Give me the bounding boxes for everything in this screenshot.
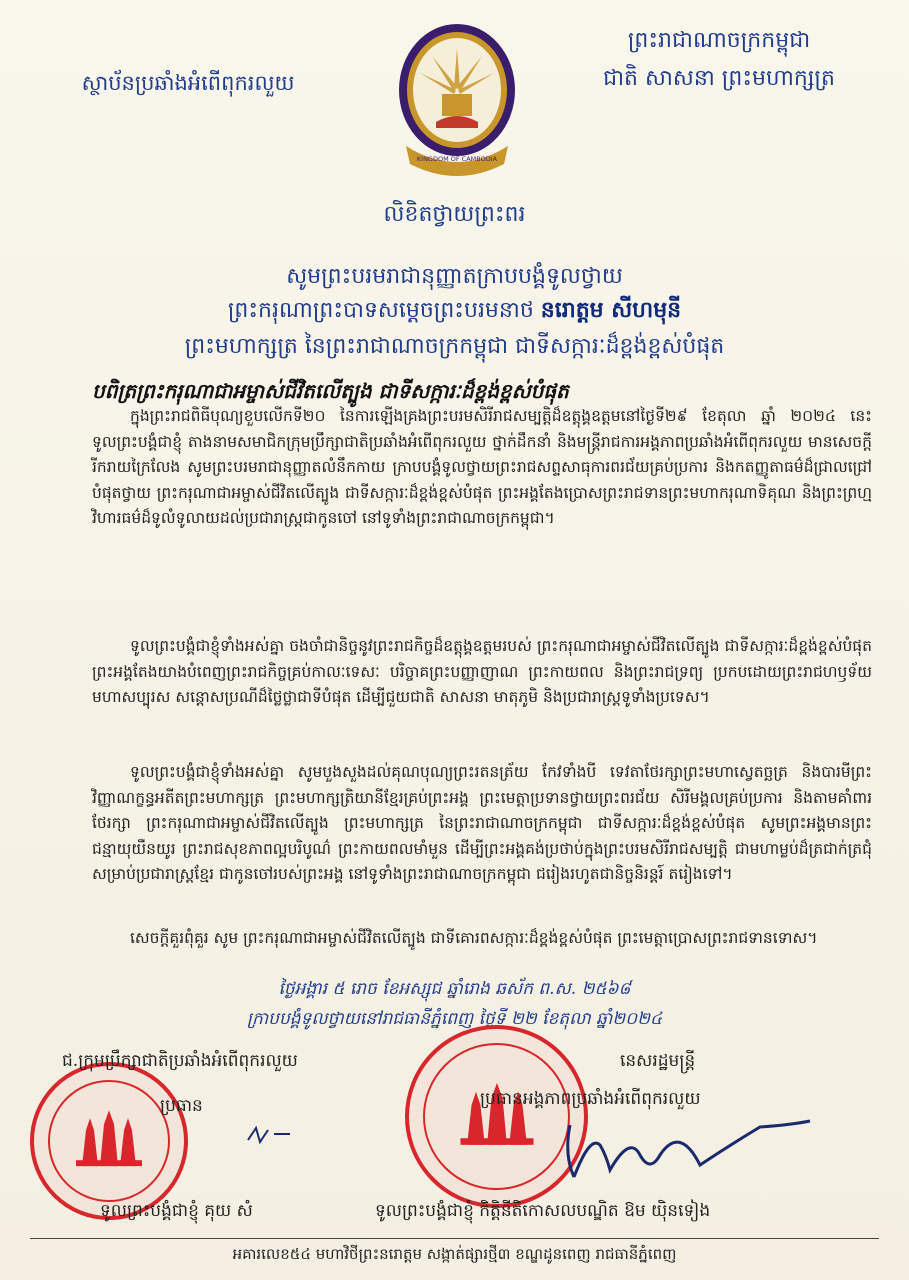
title-line-2: [0, 296, 909, 328]
kingdom-line-1: ព្រះរាជាណាចក្រកម្ពុជា: [627, 28, 811, 53]
king-name: នរោត្តម សីហមុនី: [540, 297, 682, 323]
solar-date: ក្រាបបង្គំទូលថ្វាយនៅរាជធានីភ្នំពេញ ថ្ងៃទី ២២ ខែតុលា ឆ្នាំ២០២៤: [246, 1009, 663, 1029]
kingdom-motto: [589, 22, 849, 98]
title-line-1: សូមព្រះបរមរាជានុញ្ញាតក្រាបបង្គំទូលថ្វាយ: [286, 264, 623, 289]
footer-address: អគារលេខ៥៤ មហាវិថីព្រះនរោត្តម សង្កាត់ផ្សារថ្មី៣ ខណ្ឌដូនពេញ រាជធានីភ្នំពេញ: [232, 1245, 677, 1263]
lunar-date: ថ្ងៃអង្គារ ៥ រោច ខែអស្សុជ ឆ្នាំរោង ឆស័ក ព.ស. ២៥៦៨: [278, 979, 631, 999]
left-signatory-role: ប្រធាន: [160, 1096, 203, 1116]
left-official-stamp: [30, 1062, 188, 1220]
left-signature-mark: [240, 1120, 300, 1150]
emblem-caption: KINGDOM OF CAMBODIA: [416, 155, 498, 163]
kingdom-line-2: ជាតិ សាសនា ព្រះមហាក្សត្រ: [603, 66, 835, 91]
right-signatory-name: ទូលព្រះបង្គំជាខ្ញុំ កិត្តិនីតិកោសលបណ្ឌិត ឱម យ៉ិនទៀង: [375, 1201, 711, 1221]
document-type: លិខិតថ្វាយព្រះពរ: [383, 202, 526, 227]
right-signatory-org: នេសរដ្ឋមន្ត្រី: [620, 1051, 696, 1071]
paragraph-1: ក្នុងព្រះរាជពិធីបុណ្យខួបលើកទី២០ នៃការឡើងគ្រងព្រះបរមសិរីរាជសម្បត្តិដ៏ឧត្តុង្គឧត្តមនៅថ្ងៃទី២៩ ខែតុលា ឆ្នាំ ២០២៤ នេះ ទូលព្រះបង្គំជាខ្ញុំ តាងនាមសមាជិកក្រុមប្រឹក្សាជាតិប្រឆាំងអំពើពុករលួយ ថ្នាក់ដឹកនាំ និងមន្ត្រីរាជការអង្គភាពប្រឆាំងអំពើពុករលួយ មានសេចក្តីរីករាយក្រៃលែង សូមព្រះបរមរាជានុញ្ញាតលំនឹកកាយ ក្រាបបង្គំទូលថ្វាយព្រះរាជសព្ទសាធុការពរជ័យគ្រប់ប្រការ និងកតញ្ញូតាធម៌ដ៏ជ្រាលជ្រៅបំផុតថ្វាយ ព្រះករុណាជាអម្ចាស់ជីវិតលើត្បូង ជាទីសក្ការៈដ៏ខ្ពង់ខ្ពស់បំផុត ព្រះអង្គតែងប្រោសព្រះរាជទានព្រះមហាករុណាទិគុណ និងព្រះព្រហ្មវិហារធម៌ដ៏ទូលំទូលាយដល់ប្រជារាស្ត្រជាកូនចៅ នៅទូទាំងព្រះរាជាណាចក្រកម្ពុជា។: [92, 407, 872, 527]
title-line-3: ព្រះមហាក្សត្រ នៃព្រះរាជាណាចក្រកម្ពុជា ជាទីសក្ការៈដ៏ខ្ពង់ខ្ពស់បំផុត: [184, 334, 725, 359]
temple-icon: [72, 1110, 146, 1166]
footer-divider: [30, 1238, 879, 1239]
left-signatory-org: ជ.ក្រុមប្រឹក្សាជាតិប្រឆាំងអំពើពុករលួយ: [62, 1051, 298, 1071]
paragraph-4: សេចក្តីគួរពុំគួរ សូម ព្រះករុណាជាអម្ចាស់ជីវិតលើត្បូង ជាទីគោរពសក្ការៈដ៏ខ្ពង់ខ្ពស់បំផុត ព្រះមេត្តាប្រោសព្រះរាជទានទោស។: [130, 929, 818, 947]
agency-name: ស្ថាប័នប្រឆាំងអំពើពុករលួយ: [81, 71, 295, 95]
paragraph-2: ទូលព្រះបង្គំជាខ្ញុំទាំងអស់គ្នា ចងចាំជានិច្ចនូវព្រះរាជកិច្ចដ៏ឧត្តុង្គឧត្តមរបស់ ព្រះករុណាជាអម្ចាស់ជីវិតលើត្បូង ជាទីសក្ការៈដ៏ខ្ពង់ខ្ពស់បំផុត ព្រះអង្គតែងយាងបំពេញព្រះរាជកិច្ចគ្រប់កាលៈទេសៈ បរិច្ចាគព្រះបញ្ញាញាណ ព្រះកាយពល និងព្រះរាជទ្រព្យ ប្រកបដោយព្រះរាជហឫទ័យមហាសប្បុរស សន្តោសប្រណីដ៏ថ្លៃថ្លាជាទីបំផុត ដើម្បីជួយជាតិ សាសនា មាតុភូមិ និងប្រជារាស្ត្រទូទាំងប្រទេស។: [92, 637, 872, 706]
salutation: បពិត្រព្រះករុណាជាអម្ចាស់ជីវិតលើត្បូង ជាទីសក្ការៈដ៏ខ្ពង់ខ្ពស់បំផុត: [92, 379, 569, 403]
paragraph-3: ទូលព្រះបង្គំជាខ្ញុំទាំងអស់គ្នា សូមបួងសួងដល់គុណបុណ្យព្រះរតនត្រ័យ កែវទាំងបី ទេវតាថែរក្សាព្រះមហាស្វេតច្ឆត្រ និងបារមីព្រះវិញ្ញាណក្ខន្ធអតីតព្រះមហាក្សត្រ ព្រះមហាក្សត្រិយានីខ្មែរគ្រប់ព្រះអង្គ ព្រះមេត្តាប្រទានថ្វាយព្រះពរជ័យ សិរីមង្គលគ្រប់ប្រការ និងតាមគាំពារថែរក្សា ព្រះករុណាជាអម្ចាស់ជីវិតលើត្បូង ព្រះមហាក្សត្រ នៃព្រះរាជាណាចក្រកម្ពុជា ជាទីសក្ការៈដ៏ខ្ពង់ខ្ពស់បំផុត សូមព្រះអង្គមានព្រះជន្មាយុយឺនយូរ ព្រះរាជសុខភាពល្អបរិបូណ៌ ព្រះកាយពលមាំមួន ដើម្បីព្រះអង្គគង់ប្រថាប់ក្នុងព្រះបរមសិរីរាជសម្បត្តិ ជាមហាម្លប់ដ៏ត្រជាក់ត្រជុំសម្រាប់ប្រជារាស្ត្រខ្មែរ ជាកូនចៅរបស់ព្រះអង្គ នៅទូទាំងព្រះរាជាណាចក្រកម្ពុជា ជរៀងរហូតជានិច្ចនិរន្តរ៍ តរៀងទៅ។: [92, 763, 872, 883]
right-signature-mark: [560, 1115, 820, 1185]
left-signatory-name: ទូលព្រះបង្គំជាខ្ញុំ គុយ សំ: [100, 1201, 253, 1221]
title-line-2-prefix: ព្រះករុណាព្រះបាទសម្តេចព្រះបរមនាថ: [227, 298, 534, 323]
agency-emblem-icon: [392, 18, 522, 183]
right-signatory-role: ប្រធានអង្គភាពប្រឆាំងអំពើពុករលួយ: [480, 1089, 701, 1109]
